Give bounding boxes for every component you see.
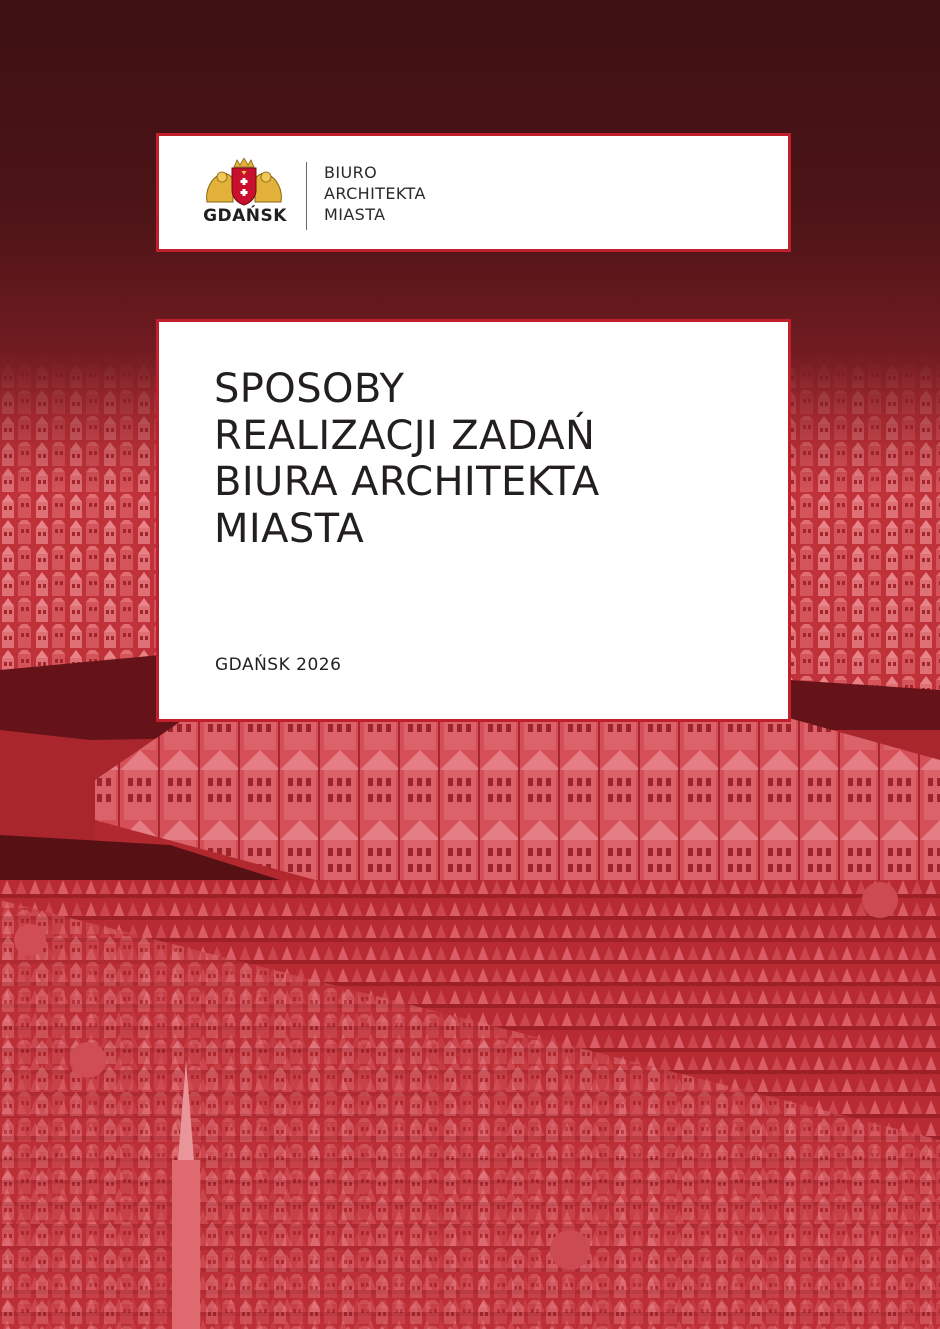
title-line: SPOSOBY [214, 366, 405, 412]
logo-divider [306, 162, 307, 230]
place-and-year: GDAŃSK 2026 [215, 655, 342, 675]
title-line: REALIZACJI ZADAŃ [214, 412, 596, 459]
document-title [214, 366, 774, 552]
title-line: BIURA ARCHITEKTA [214, 459, 600, 505]
logo-box [156, 133, 791, 252]
title-box [156, 319, 791, 722]
bureau-name [324, 162, 426, 225]
bureau-line: BIURO [324, 163, 378, 182]
logo-city-name: GDAŃSK [203, 206, 287, 226]
title-line: MIASTA [214, 505, 365, 552]
bureau-line: ARCHITEKTA [324, 184, 426, 203]
bureau-line: MIASTA [324, 205, 386, 224]
gdansk-coat-of-arms-icon [203, 158, 285, 206]
